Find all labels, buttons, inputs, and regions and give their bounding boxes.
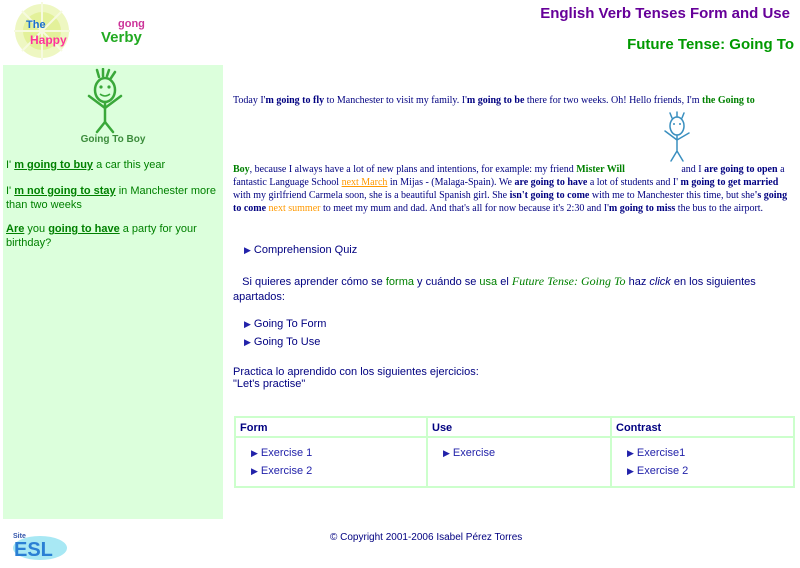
- form-header: Form: [236, 418, 426, 438]
- practice-text: Practica lo aprendido con los siguientes ejercicios: "Let's practise": [233, 366, 479, 390]
- intro-paragraph: Today I'm going to fly to Manchester to visit my family. I'm going to be there for two weeks. Oh! Hello friends, I'm the Going to: [233, 95, 755, 106]
- arrow-right-icon: ▶: [443, 448, 450, 458]
- page-title: Future Tense: Going To: [627, 36, 794, 53]
- sidebar-example-3: Are you going to have a party for your birthday?: [6, 223, 197, 249]
- intro-paragraph-continued: Boy, because I always have a lot of new plans and intentions, for example: my friend Mister Will and I are going to open a fantastic Language School next March in Mijas - (Malaga-Spain). We are going to have a lot of students and I' m going to get married with my girlfriend Carmela soon, she is a beautiful Spanish girl. She isn't going to come with me to Manchester this time, but she's going to come next summer to meet my mum and dad. And that's all for now because it's 2:30 and I'm going to miss the bus to the airport.: [233, 164, 788, 214]
- svg-text:Verby: Verby: [101, 29, 142, 46]
- site-esl-logo[interactable]: [8, 528, 68, 562]
- form-column: [236, 418, 426, 486]
- verb-highlight: Are: [6, 223, 25, 235]
- arrow-right-icon: ▶: [627, 466, 634, 476]
- verby-logo: [100, 16, 162, 46]
- happy-verby-logo[interactable]: [4, 2, 94, 60]
- arrow-right-icon: ▶: [244, 337, 251, 347]
- contrast-exercise-2-link[interactable]: ▶ Exercise 2: [627, 465, 689, 477]
- svg-text:Happy: Happy: [30, 33, 67, 47]
- use-exercise-link[interactable]: ▶ Exercise: [443, 447, 496, 459]
- spanish-instructions: Si quieres aprender cómo se forma y cuándo se usa el Future Tense: Going To haz click en los siguientes apartados:: [233, 274, 756, 303]
- arrow-right-icon: ▶: [244, 319, 251, 329]
- sidebar-example-1: I' m going to buy a car this year: [6, 159, 166, 171]
- use-header: Use: [428, 418, 610, 438]
- verb-highlight: m going to buy: [14, 159, 94, 171]
- sidebar: [3, 65, 223, 519]
- arrow-right-icon: ▶: [251, 448, 258, 458]
- sidebar-example-2: I' m not going to stay in Manchester more than two weeks: [6, 185, 216, 211]
- going-to-boy-small-icon: [657, 111, 695, 163]
- exercise-table: [234, 416, 795, 488]
- next-march-link[interactable]: next March: [341, 177, 388, 188]
- copyright: © Copyright 2001-2006 Isabel Pérez Torres: [330, 532, 523, 543]
- use-column: [426, 418, 610, 486]
- contrast-header: Contrast: [612, 418, 793, 438]
- form-exercise-2-link[interactable]: ▶ Exercise 2: [251, 465, 313, 477]
- svg-text:ESL: ESL: [14, 539, 53, 561]
- svg-text:Site: Site: [13, 533, 26, 540]
- arrow-right-icon: ▶: [627, 448, 634, 458]
- form-exercise-1-link[interactable]: ▶ Exercise 1: [251, 447, 313, 459]
- verb-highlight: going to have: [48, 223, 120, 235]
- arrow-right-icon: ▶: [244, 245, 251, 255]
- verb-highlight: m not going to stay: [14, 185, 116, 197]
- going-to-boy-figure-icon: [75, 68, 135, 134]
- contrast-exercise-1-link[interactable]: ▶ Exercise1: [627, 447, 686, 459]
- svg-text:gong: gong: [118, 18, 145, 30]
- svg-text:The: The: [26, 19, 46, 31]
- going-to-form-link[interactable]: ▶ Going To Form: [244, 318, 327, 330]
- arrow-right-icon: ▶: [251, 466, 258, 476]
- comprehension-quiz-link[interactable]: ▶ Comprehension Quiz: [244, 244, 358, 256]
- going-to-use-link[interactable]: ▶ Going To Use: [244, 336, 321, 348]
- boy-caption: Going To Boy: [80, 134, 146, 145]
- site-title: English Verb Tenses Form and Use: [540, 5, 790, 22]
- contrast-column: [610, 418, 793, 486]
